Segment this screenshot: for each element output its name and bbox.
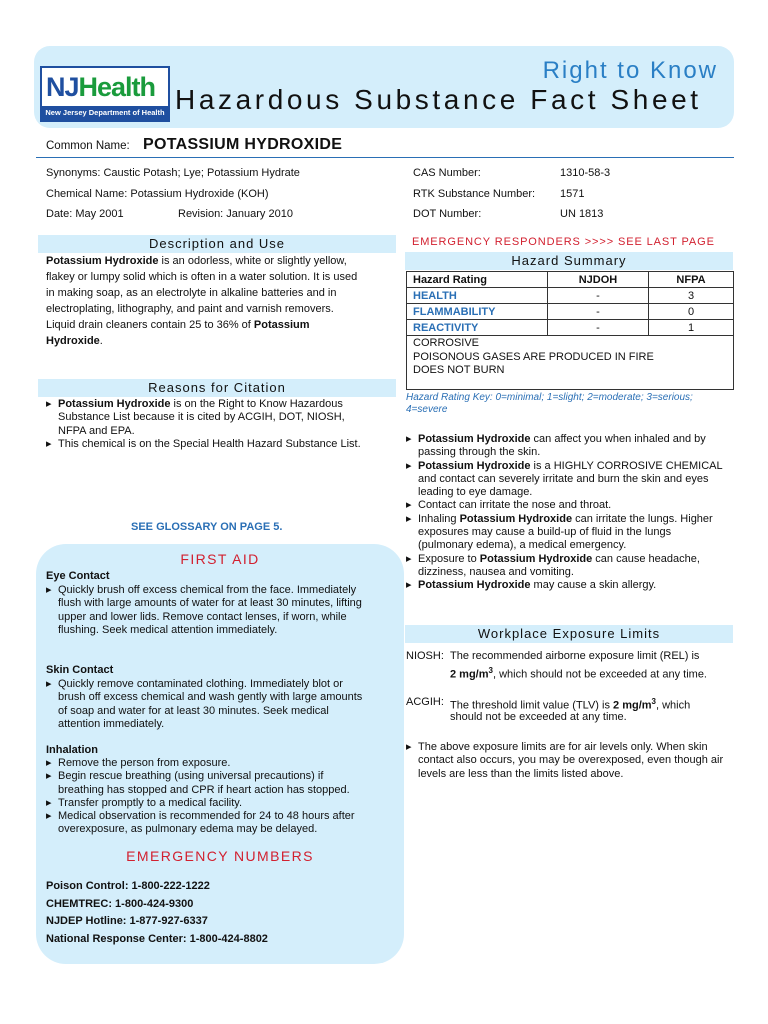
acgih-lead: The threshold limit value (TLV) is — [450, 699, 614, 712]
skin-contact-list — [46, 678, 366, 731]
emergency-responders-notice: EMERGENCY RESPONDERS >>>> SEE LAST PAGE — [412, 236, 715, 248]
eye-contact-heading: Eye Contact — [46, 570, 110, 582]
poison-control: Poison Control: 1-800-222-1222 — [46, 880, 210, 892]
common-name-label: Common Name: — [46, 140, 130, 152]
table-header-row — [407, 272, 734, 288]
note-corrosive: CORROSIVE — [413, 337, 480, 349]
acgih-label: ACGIH: — [406, 696, 444, 708]
list-item: ▸ Quickly brush off excess chemical from the face. Immediately flush with large amounts of water for at least 30 minutes, lifting upper and lower lids. Remove contact lenses, if worn, while flushing. Seek medical attention immediately. — [46, 584, 366, 637]
revision: Revision: January 2010 — [178, 208, 293, 220]
effect-5-pre: Exposure to — [418, 552, 480, 565]
inhalation-heading: Inhalation — [46, 744, 98, 756]
list-item: ▸ Begin rescue breathing (using universal precautions) if breathing has stopped and CPR if heart action has stopped. — [46, 770, 372, 797]
row-flammability-nfpa: 0 — [649, 304, 734, 320]
acgih-which: , which — [656, 699, 691, 712]
header-divider — [36, 157, 734, 158]
list-item: ▸ Quickly remove contaminated clothing. Immediately blot or brush off excess chemical and wash gently with large amounts of soap and water for at least 30 minutes. Seek medical attention immediately. — [46, 678, 366, 731]
list-item: ▸ Remove the person from exposure. — [46, 757, 372, 770]
acgih-sup: 3 — [651, 697, 656, 706]
row-flammability-name: FLAMMABILITY — [407, 304, 548, 320]
table-row — [407, 320, 734, 336]
note-does-not-burn: DOES NOT BURN — [413, 364, 505, 376]
date: Date: May 2001 — [46, 208, 124, 220]
niosh-text-2 — [450, 664, 707, 682]
list-item: ▸ Transfer promptly to a medical facility. — [46, 797, 372, 810]
row-flammability-njdoh: - — [548, 304, 649, 320]
national-response-center: National Response Center: 1-800-424-8802 — [46, 932, 268, 945]
hazard-summary-heading: Hazard Summary — [405, 252, 733, 270]
table-row — [407, 304, 734, 320]
effect-1-bold: Potassium Hydroxide — [418, 433, 531, 445]
niosh-value: 2 mg/m — [450, 668, 489, 681]
niosh-sup: 3 — [488, 666, 493, 675]
effect-4-text: can irritate the lungs. Higher exposures may cause a build-up of fluid in the lungs (pulmonary edema), a medical emergency. — [418, 512, 713, 552]
list-item — [46, 398, 366, 438]
col-hazard-rating: Hazard Rating — [407, 272, 548, 288]
chemtrec: CHEMTREC: 1-800-424-9300 — [46, 897, 194, 910]
citation-1-bold: Potassium Hydroxide — [58, 398, 171, 410]
emergency-numbers-list — [46, 878, 268, 948]
description-heading: Description and Use — [38, 235, 396, 253]
exposure-limits-heading: Workplace Exposure Limits — [405, 625, 733, 643]
list-item: ▸ This chemical is on the Special Health Hazard Substance List. — [46, 438, 366, 451]
exposure-note-list — [406, 741, 732, 781]
acgih-text-2: should not be exceeded at any time. — [450, 711, 627, 723]
list-item — [406, 513, 726, 553]
row-health-name: HEALTH — [407, 288, 548, 304]
list-item: ▸ The above exposure limits are for air levels only. When skin contact also occurs, you may be overexposed, even though air levels are less than the limits listed above. — [406, 741, 732, 781]
list-item: ▸ Medical observation is recommended for 24 to 48 hours after overexposure, as pulmonary edema may be delayed. — [46, 810, 372, 837]
list-item: ▸ Contact can irritate the nose and throat. — [406, 499, 726, 512]
table-row — [407, 288, 734, 304]
chemical-name: Chemical Name: Potassium Hydroxide (KOH) — [46, 188, 269, 200]
row-reactivity-name: REACTIVITY — [407, 320, 548, 336]
synonyms: Synonyms: Caustic Potash; Lye; Potassium Hydrate — [46, 167, 300, 179]
logo-wordmark — [46, 70, 155, 104]
niosh-label: NIOSH: — [406, 650, 444, 662]
first-aid-heading: FIRST AID — [180, 551, 260, 567]
hazard-rating-key: Hazard Rating Key: 0=minimal; 1=slight; 2=moderate; 3=serious; 4=severe — [406, 392, 693, 415]
page-title: Hazardous Substance Fact Sheet — [175, 84, 702, 115]
description-text — [46, 253, 364, 349]
row-reactivity-njdoh: - — [548, 320, 649, 336]
logo-health: Health — [78, 72, 156, 102]
effect-4-bold: Potassium Hydroxide — [459, 512, 573, 525]
note-poisonous-gases: POISONOUS GASES ARE PRODUCED IN FIRE — [413, 350, 654, 363]
col-nfpa: NFPA — [649, 272, 734, 288]
niosh-text-1: The recommended airborne exposure limit (REL) is — [450, 650, 700, 662]
skin-contact-heading: Skin Contact — [46, 664, 114, 676]
eye-contact-list — [46, 584, 366, 637]
row-health-njdoh: - — [548, 288, 649, 304]
rtk-label: RTK Substance Number: — [413, 188, 536, 200]
njdep-hotline: NJDEP Hotline: 1-877-927-6337 — [46, 915, 208, 927]
glossary-link[interactable]: SEE GLOSSARY ON PAGE 5. — [131, 521, 283, 533]
list-item — [406, 553, 726, 580]
list-item — [406, 460, 726, 500]
effect-1-text: can affect you when inhaled and by passing through the skin. — [418, 433, 706, 459]
effect-5-bold: Potassium Hydroxide — [479, 552, 593, 565]
effect-5-text: can cause headache, dizziness, nausea and vomiting. — [418, 552, 700, 578]
dot-label: DOT Number: — [413, 208, 482, 220]
col-njdoh: NJDOH — [548, 272, 649, 288]
row-health-nfpa: 3 — [649, 288, 734, 304]
citation-heading: Reasons for Citation — [38, 379, 396, 397]
effect-2-text: is a HIGHLY CORROSIVE CHEMICAL and contact can severely irritate and burn the skin and eyes leading to eye damage. — [418, 459, 723, 499]
common-name-value: POTASSIUM HYDROXIDE — [143, 136, 343, 153]
nj-health-logo — [40, 66, 170, 122]
table-notes-row — [407, 336, 734, 390]
inhalation-list — [46, 757, 372, 837]
health-effects-list — [406, 433, 726, 593]
effect-2-bold: Potassium Hydroxide — [418, 459, 531, 472]
effect-6-bold: Potassium Hydroxide — [418, 579, 531, 592]
hazard-notes — [407, 336, 734, 390]
effect-6-text: may cause a skin allergy. — [530, 579, 657, 592]
right-to-know-label: Right to Know — [542, 57, 718, 84]
list-item — [406, 579, 726, 592]
cas-label: CAS Number: — [413, 167, 481, 179]
emergency-numbers-heading: EMERGENCY NUMBERS — [126, 848, 314, 864]
cas-value: 1310-58-3 — [560, 167, 611, 179]
citation-list — [46, 398, 366, 451]
rtk-value: 1571 — [560, 188, 585, 200]
niosh-rest: , which should not be exceeded at any time. — [492, 668, 707, 681]
dot-value: UN 1813 — [560, 208, 604, 220]
description-tail: . — [99, 335, 103, 347]
list-item — [406, 433, 726, 460]
hazard-table — [406, 271, 734, 390]
effect-4-pre: Inhaling — [418, 512, 460, 525]
description-lead: Potassium Hydroxide — [46, 255, 159, 267]
description-body: is an odorless, white or slightly yellow, flakey or lumpy solid which is often in a water solution. It is used in making soap, as an electrolyte in alkaline batteries and in electroplating, lithography, and paint and varnish removers. Liquid drain cleaners contain 25 to 36% of — [46, 255, 358, 331]
description-tail-bold: Potassium Hydroxide — [46, 319, 310, 347]
acgih-value: 2 mg/m — [613, 699, 652, 712]
row-reactivity-nfpa: 1 — [649, 320, 734, 336]
logo-nj: NJ — [46, 72, 79, 102]
citation-1-text: is on the Right to Know Hazardous Substance List because it is cited by ACGIH, DOT, NIOSH, NFPA and EPA. — [58, 398, 345, 437]
logo-subtitle: New Jersey Department of Health — [42, 106, 168, 120]
